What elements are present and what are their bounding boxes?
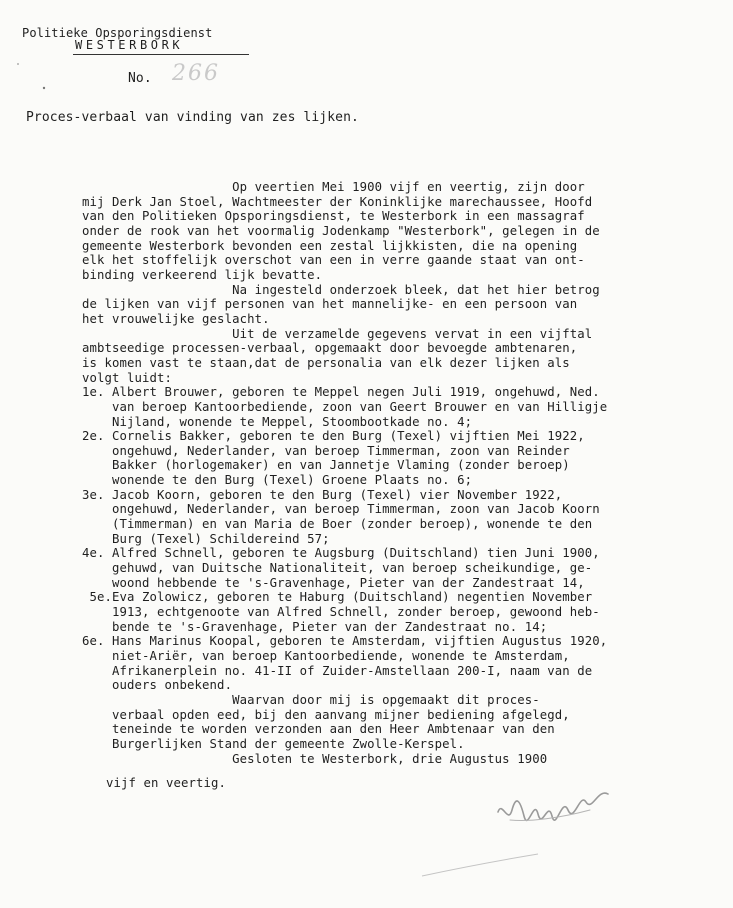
office-name: Politieke Opsporingsdienst (22, 26, 213, 40)
office-place: WESTERBORK (75, 38, 184, 52)
body-line: (Timmerman) en van Maria de Boer (zonder beroep), wonende te den (82, 517, 593, 532)
body-line: Gesloten te Westerbork, drie Augustus 1900 (82, 751, 548, 766)
body-line: niet-Ariër, van beroep Kantoorbediende, wonende te Amsterdam, (82, 649, 570, 663)
body-line: is komen vast te staan,dat de personalia van elk dezer lijken als (82, 355, 570, 370)
body-line: onder de rook van het voormalig Jodenkamp "Westerbork", gelegen in de (82, 223, 600, 238)
body-line: Afrikanerplein no. 41-II of Zuider-Amstellaan 200-I, naam van de (82, 663, 593, 678)
document-title: Proces-verbaal van vinding van zes lijken. (26, 110, 359, 125)
body-line: het vrouwelijke geslacht. (82, 311, 270, 326)
body-line: ouders onbekend. (82, 678, 233, 693)
body-line: van den Politieken Opsporingsdienst, te Westerbork in een massagraf (82, 209, 585, 224)
body-line: de lijken van vijf personen van het mannelijke- en een persoon van (82, 297, 578, 312)
body-line: 6e. Hans Marinus Koopal, geboren te Amsterdam, vijftien Augustus 1920, (82, 634, 608, 649)
pencil-stroke-icon (420, 850, 540, 880)
body-line: 1e. Albert Brouwer, geboren te Meppel negen Juli 1919, ongehuwd, Ned. (82, 385, 600, 400)
number-label: No. (128, 71, 152, 86)
body-line: van beroep Kantoorbediende, zoon van Geert Brouwer en van Hilligje (82, 399, 608, 414)
body-line: ongehuwd, Nederlander, van beroep Timmerman, zoon van Jacob Koorn (82, 502, 600, 517)
report-body (82, 180, 607, 766)
signature-scribble-icon (490, 770, 630, 840)
body-line: Waarvan door mij is opgemaakt dit proces- (82, 692, 540, 707)
body-line: gehuwd, van Duitsche Nationaliteit, van beroep scheikundige, ge- (82, 561, 593, 576)
body-line: Op veertien Mei 1900 vijf en veertig, zijn door (82, 180, 585, 194)
body-line: Bakker (horlogemaker) en van Jannetje Vlaming (zonder beroep) (82, 458, 570, 473)
handwritten-number: 266 (172, 61, 220, 86)
body-line: 5e.Eva Zolowicz, geboren te Haburg (Duitschland) negentien November (82, 590, 593, 605)
body-line: Burgerlijken Stand der gemeente Zwolle-Kerspel. (82, 736, 465, 751)
header-underline (73, 54, 249, 55)
body-line: volgt luidt: (82, 370, 173, 385)
body-line: gemeente Westerbork bevonden een zestal lijkkisten, die na opening (82, 238, 578, 253)
body-line: wonende te den Burg (Texel) Groene Plaats no. 6; (82, 473, 473, 488)
body-line: 1913, echtgenoote van Alfred Schnell, zonder beroep, gewoond heb- (82, 605, 600, 620)
body-line: teneinde te worden verzonden aan den Heer Ambtenaar van den (82, 722, 555, 737)
body-line: Uit de verzamelde gegevens vervat in een vijftal (82, 326, 593, 341)
body-line: Nijland, wonende te Meppel, Stoombootkade no. 4; (82, 414, 473, 429)
body-line: mij Derk Jan Stoel, Wachtmeester der Koninklijke marechaussee, Hoofd (82, 194, 593, 209)
body-line: 4e. Alfred Schnell, geboren te Augsburg (Duitschland) tien Juni 1900, (82, 546, 600, 561)
body-line: verbaal opden eed, bij den aanvang mijner bediening afgelegd, (82, 707, 570, 722)
body-line: ambtseedige processen-verbaal, opgemaakt door bevoegde ambtenaren, (82, 341, 578, 356)
body-line: 3e. Jacob Koorn, geboren te den Burg (Texel) vier November 1922, (82, 487, 563, 502)
closing-text: vijf en veertig. (106, 776, 227, 790)
body-line: bende te 's-Gravenhage, Pieter van der Zandestraat no. 14; (82, 619, 548, 634)
body-line: 2e. Cornelis Bakker, geboren te den Burg (Texel) vijftien Mei 1922, (82, 429, 585, 444)
body-line: Burg (Texel) Schildereind 57; (82, 531, 330, 546)
body-line: binding verkeerend lijk bevatte. (82, 267, 323, 282)
body-line: ongehuwd, Nederlander, van beroep Timmerman, zoon van Reinder (82, 443, 570, 458)
body-line: elk het stoffelijk overschot van een in verre gaande staat van ont- (82, 253, 585, 268)
paper-speck-icon (12, 60, 52, 100)
body-line: woond hebbende te 's-Gravenhage, Pieter van der Zandestraat 14, (82, 575, 585, 590)
body-line: Na ingesteld onderzoek bleek, dat het hier betrog (82, 282, 600, 297)
